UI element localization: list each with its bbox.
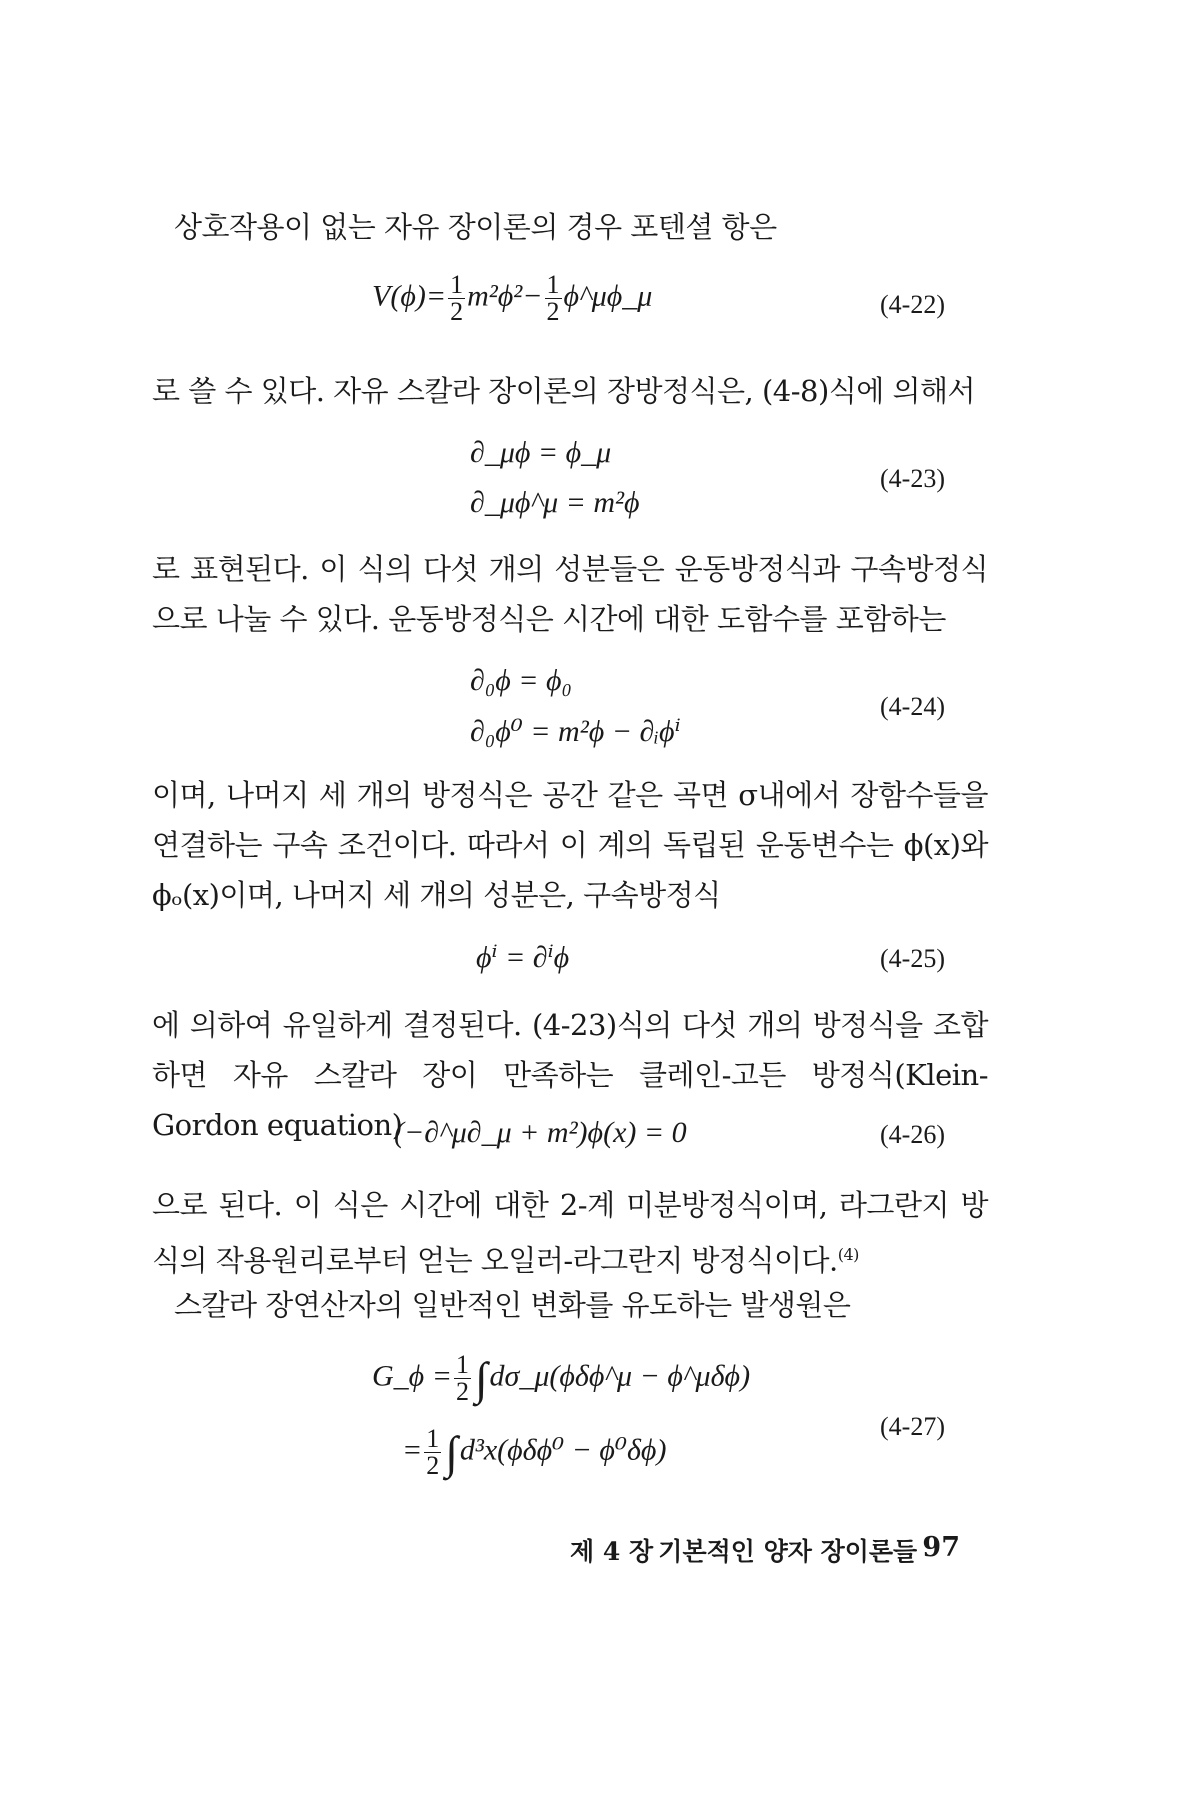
integral-sign: ∫ bbox=[474, 1353, 488, 1404]
eq27-lhs: G_ϕ = bbox=[372, 1359, 452, 1393]
equation-4-24-line2: ∂₀ϕ⁰ = m²ϕ − ∂ᵢϕⁱ bbox=[470, 715, 681, 748]
eq22-term2: ϕ^μϕ_μ bbox=[563, 279, 653, 313]
eq27-integrand-2: d³x(ϕδϕ⁰ − ϕ⁰δϕ) bbox=[459, 1433, 667, 1467]
equation-4-22 bbox=[372, 272, 652, 325]
page-number: 97 bbox=[922, 1532, 960, 1563]
equation-4-27-line1 bbox=[372, 1352, 750, 1405]
page-footer bbox=[570, 1532, 960, 1568]
paragraph-klein-gordon: 에 의하여 유일하게 결정된다. (4-23)식의 다섯 개의 방정식을 조합하면 자유 스칼라 장이 만족하는 클레인-고든 방정식(Klein-Gordon equation) bbox=[152, 1008, 988, 1142]
fraction-half: $\frac{1}{2}$ bbox=[450, 270, 464, 326]
equation-4-25: ϕⁱ = ∂ⁱϕ bbox=[476, 941, 570, 974]
equation-number-4-23: (4-23) bbox=[880, 464, 945, 493]
chapter-label: 제 4 장 bbox=[570, 1537, 654, 1566]
equation-4-27-line2 bbox=[402, 1426, 666, 1479]
eq22-lhs: V(ϕ)= bbox=[372, 279, 447, 313]
integral-sign-2: ∫ bbox=[445, 1427, 458, 1478]
paragraph-intro: 상호작용이 없는 자유 장이론의 경우 포텐셜 항은 bbox=[174, 210, 777, 244]
fraction-half-2: $\frac{1}{2}$ bbox=[546, 270, 560, 326]
equation-4-26: (−∂^μ∂_μ + m²)ϕ(x) = 0 bbox=[394, 1116, 687, 1149]
eq27-line2-lhs: = bbox=[402, 1433, 423, 1467]
equation-number-4-24: (4-24) bbox=[880, 692, 945, 721]
equation-4-23-line1: ∂_μϕ = ϕ_μ bbox=[470, 436, 612, 469]
paragraph-components: 로 표현된다. 이 식의 다섯 개의 성분들은 운동방정식과 구속방정식으로 나눌 수 있다. 운동방정식은 시간에 대한 도함수를 포함하는 bbox=[152, 552, 988, 636]
equation-number-4-22: (4-22) bbox=[880, 290, 945, 319]
paragraph-generator: 스칼라 장연산자의 일반적인 변화를 유도하는 발생원은 bbox=[174, 1288, 851, 1322]
paragraph-field-equation: 로 쓸 수 있다. 자유 스칼라 장이론의 장방정식은, (4-8)식에 의해서 bbox=[152, 374, 976, 408]
paragraph-euler-lagrange-text: 으로 된다. 이 식은 시간에 대한 2-계 미분방정식이며, 라그란지 방식의 작용원리로부터 얻는 오일러-라그란지 방정식이다. bbox=[152, 1188, 988, 1278]
fraction-half-3: $\frac{1}{2}$ bbox=[455, 1350, 469, 1406]
equation-number-4-27: (4-27) bbox=[880, 1412, 945, 1441]
fraction-half-4: $\frac{1}{2}$ bbox=[426, 1424, 440, 1480]
reference-marker: (4) bbox=[837, 1245, 859, 1264]
paragraph-constraints: 이며, 나머지 세 개의 방정식은 공간 같은 곡면 σ내에서 장함수들을 연결하는 구속 조건이다. 따라서 이 계의 독립된 운동변수는 ϕ(x)와 ϕₒ(x)이며, 나머지 세 개의 성분은, 구속방정식 bbox=[152, 778, 988, 912]
chapter-title: 기본적인 양자 장이론들 bbox=[658, 1537, 918, 1566]
equation-number-4-25: (4-25) bbox=[880, 944, 945, 973]
eq27-integrand-1: dσ_μ(ϕδϕ^μ − ϕ^μδϕ) bbox=[489, 1359, 751, 1393]
equation-number-4-26: (4-26) bbox=[880, 1120, 945, 1149]
paragraph-euler-lagrange bbox=[152, 1180, 988, 1286]
eq22-term1: m²ϕ²− bbox=[467, 279, 543, 313]
equation-4-24-line1: ∂₀ϕ = ϕ₀ bbox=[470, 664, 572, 697]
equation-4-23-line2: ∂_μϕ^μ = m²ϕ bbox=[470, 486, 640, 519]
